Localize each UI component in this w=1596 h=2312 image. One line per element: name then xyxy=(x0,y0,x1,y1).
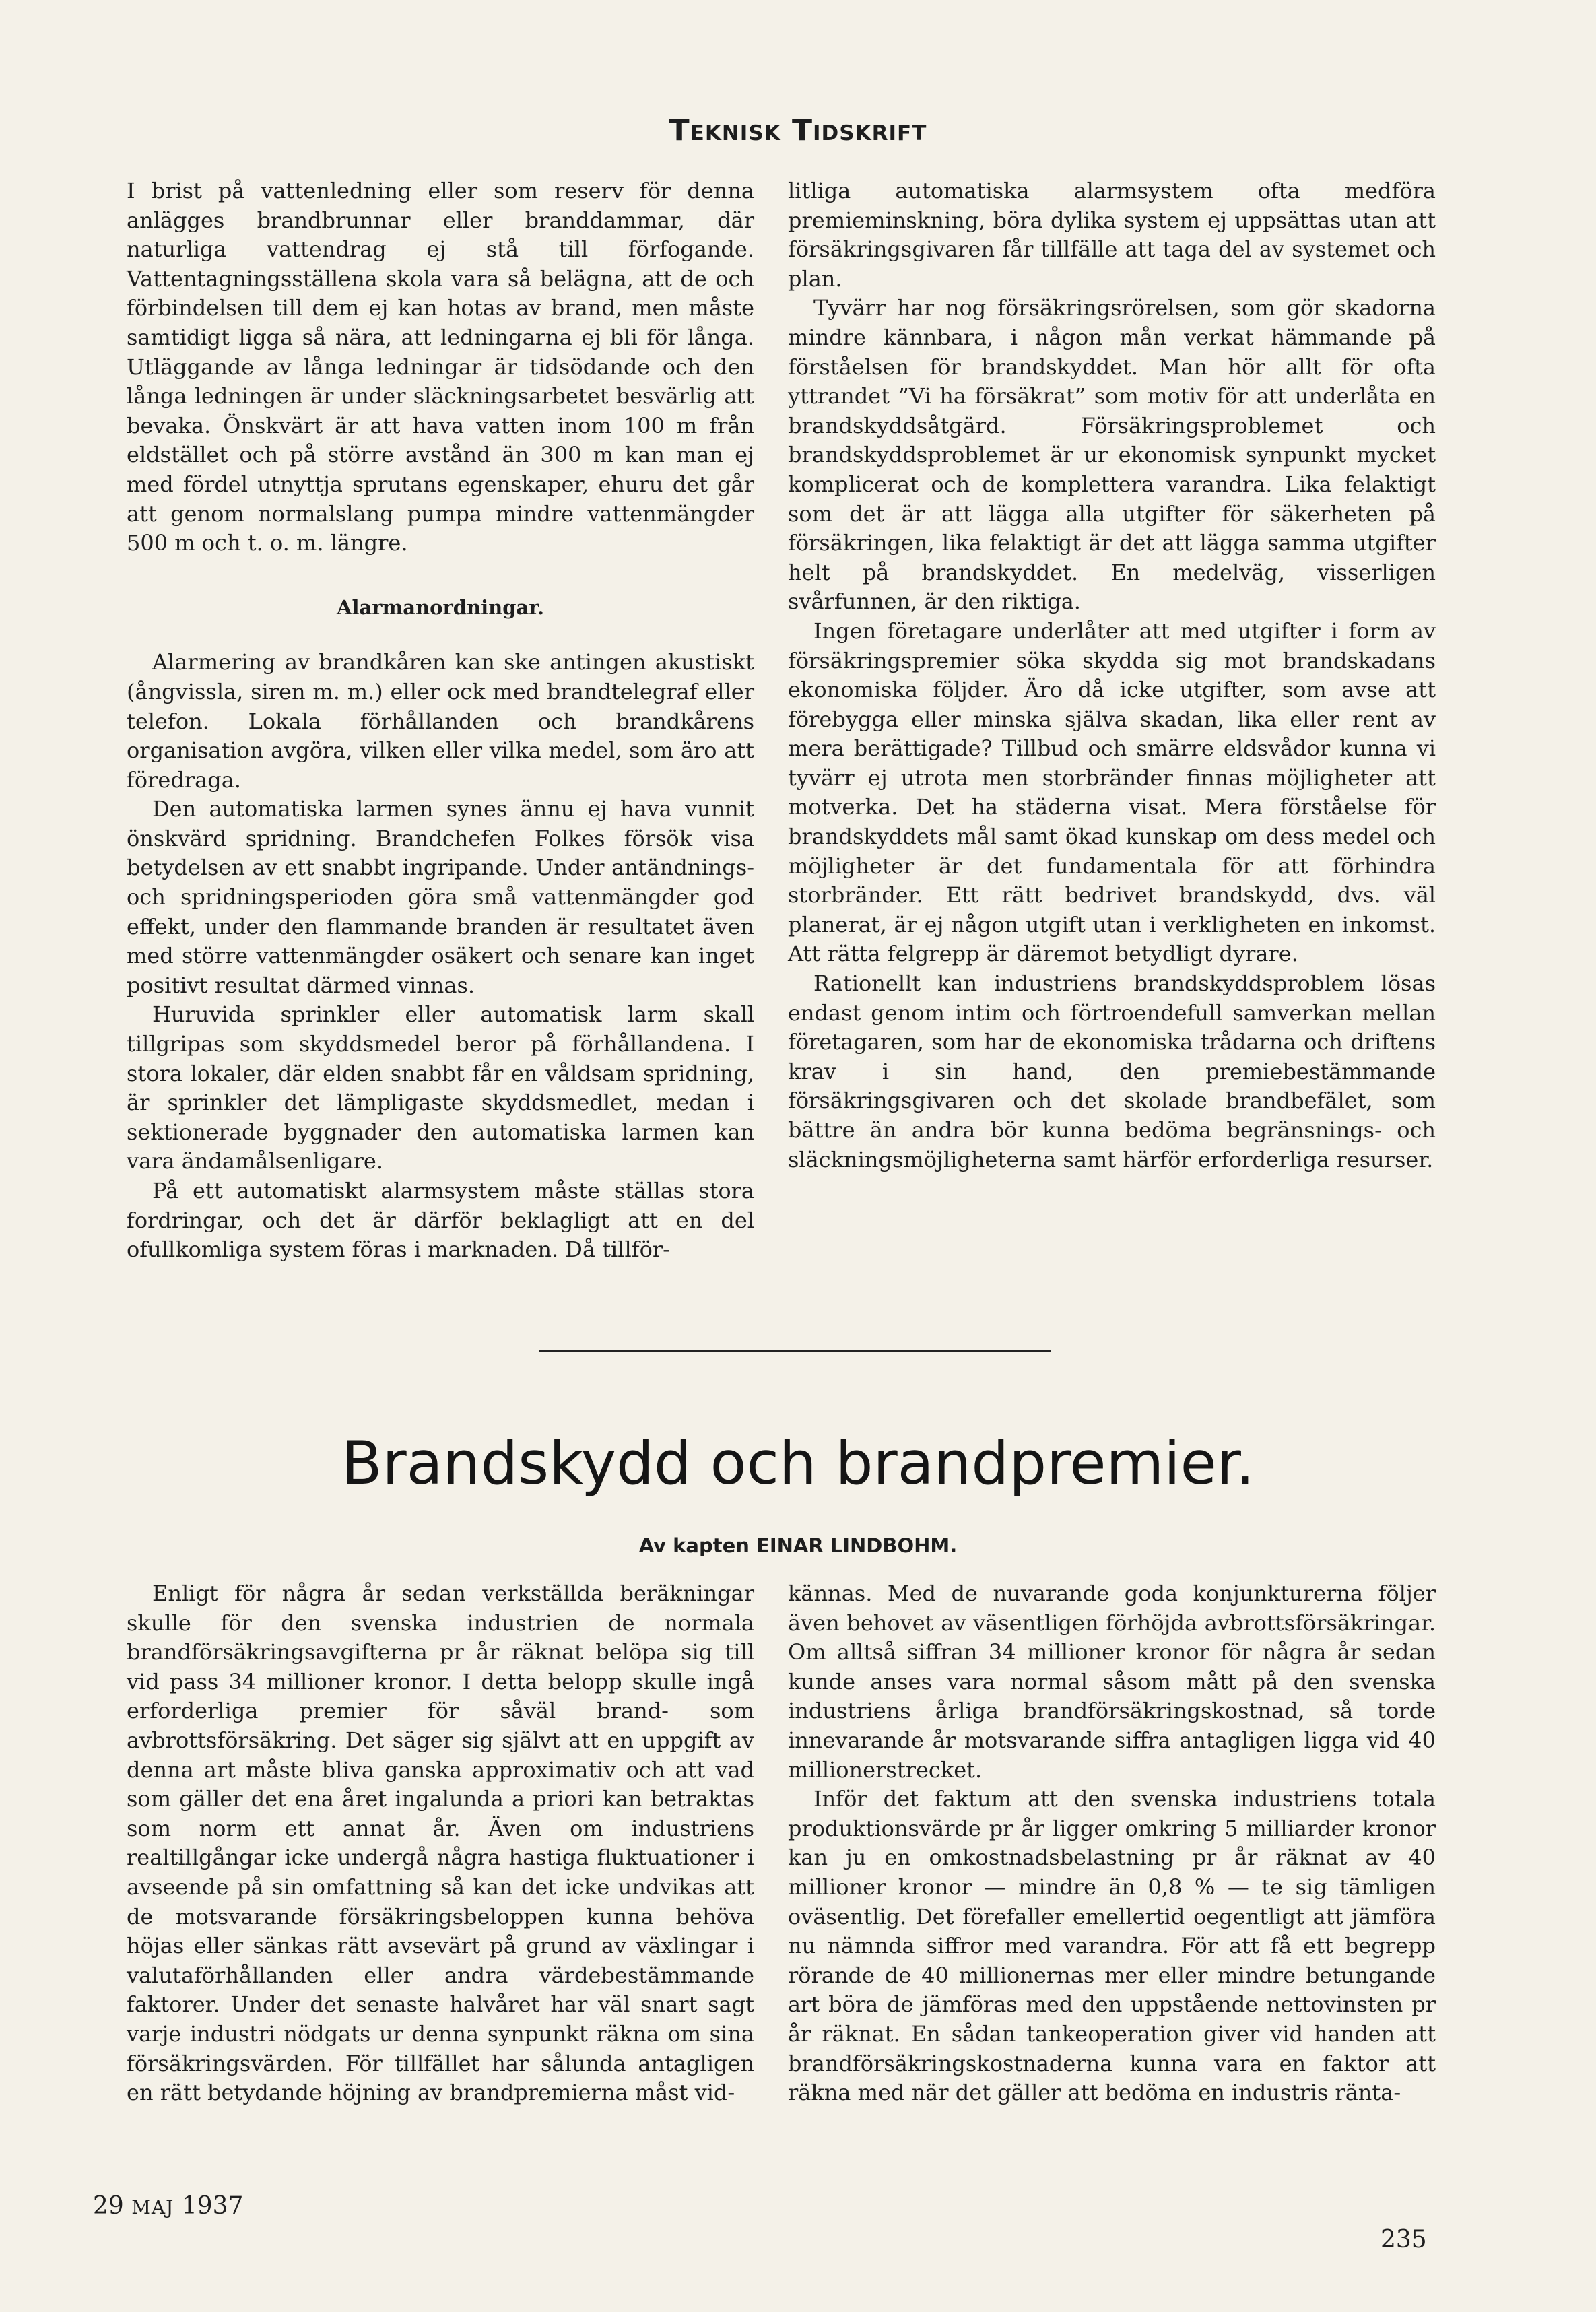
section-heading: Alarmanordningar. xyxy=(336,595,544,619)
paragraph: kännas. Med de nuvarande goda konjunkturerna följer även behovet av väsentligen förhöjda avbrottsförsäkringar. Om alltså siffran 34 millioner kronor för några år sedan kunde anses vara normal såsom mått på den svenska industriens årliga brandförsäkringskostnad, så torde innevarande år motsvarande siffra antagligen ligga vid 40 millionerstrecket. xyxy=(788,1581,1436,1783)
paragraph: Enligt för några år sedan verkställda beräkningar skulle för den svenska industrien de normala brandförsäkringsavgifterna pr år räknat belöpa sig till vid pass 34 millioner kronor. I detta belopp skulle ingå erforderliga premier för såväl brand- som avbrottsförsäkring. Det säger sig självt att en uppgift av denna art måste bliva ganska approximativ och att vad som gäller det ena året ingalunda a priori kan betraktas som norm ett annat år. Även om industriens realtillgångar icke undergå några hastiga fluktuationer i avseende på sin omfattning så kan det icke undvikas att de motsvarande försäkringsbeloppen kunna behöva höjas eller sänkas rätt avsevärt på grund av växlingar i valutaförhållanden eller andra värdebestämmande faktorer. Under det senaste halvåret har väl snart sagt varje industri nödgats ur denna synpunkt räkna om sina försäkringsvärden. För tillfället har sålunda antagligen en rätt betydande höjning av brandpremierna måst vid- xyxy=(127,1581,754,2106)
issue-month: MAJ xyxy=(131,2196,174,2218)
top-left-column xyxy=(127,176,754,1265)
issue-year: 1937 xyxy=(181,2192,244,2220)
article-left-column xyxy=(127,1579,754,2108)
paragraph: Huruvida sprinkler eller automatisk larm skall tillgripas som skyddsmedel beror på förhållandena. I stora lokaler, där elden snabbt får en våldsam spridning, är sprinkler det lämpligaste skyddsmedlet, medan i sektionerade byggnader den automatiska larmen kan vara ändamålsenligare. xyxy=(127,1001,754,1175)
article-right-column xyxy=(788,1579,1436,2108)
issue-day: 29 xyxy=(93,2192,124,2220)
issue-date xyxy=(93,2192,243,2220)
page-number: 235 xyxy=(1381,2226,1427,2253)
paragraph: Den automatiska larmen synes ännu ej hava vunnit önskvärd spridning. Brandchefen Folkes försök visa betydelsen av ett snabbt ingripande. Under antändnings- och spridningsperioden göra små vattenmängder god effekt, under den flammande branden är resultatet även med större vattenmängder osäkert och senare kan inget positivt resultat därmed vinnas. xyxy=(127,796,754,998)
paragraph: Alarmering av brandkåren kan ske antingen akustiskt (ångvissla, siren m. m.) eller ock med brandtelegraf eller telefon. Lokala förhållanden och brandkårens organisation avgöra, vilken eller vilka medel, som äro att föredraga. xyxy=(127,649,754,793)
paragraph: Rationellt kan industriens brandskyddsproblem lösas endast genom intim och förtroendefull samverkan mellan företagaren, som har de ekonomiska trådarna och driftens krav i sin hand, den premiebestämmande försäkringsgivaren och det skolade brandbefälet, som bättre än andra bör kunna bedöma begränsnings- och släckningsmöjligheterna samt härför erforderliga resurser. xyxy=(788,970,1436,1172)
paragraph: På ett automatiskt alarmsystem måste ställas stora fordringar, och det är därför beklagligt att en del ofullkomliga system föras i marknaden. Då tillför- xyxy=(127,1178,754,1263)
section-divider xyxy=(539,1350,1051,1356)
paragraph: I brist på vattenledning eller som reserv för denna anlägges brandbrunnar eller branddammar, där naturliga vattendrag ej stå till förfogande. Vattentagningsställena skola vara så belägna, att de och förbindelsen till dem ej kan hotas av brand, men måste samtidigt ligga så nära, att ledningarna ej bli för långa. Utläggande av långa ledningar är tidsödande och den långa ledningen är under släckningsarbetet besvärlig att bevaka. Önskvärt är att hava vatten inom 100 m från eldstället och på större avstånd än 300 m kan man ej med fördel utnyttja sprutans egenskaper, ehuru det går att genom normalslang pumpa mindre vattenmängder 500 m och t. o. m. längre. xyxy=(127,178,754,556)
article-title: Brandskydd och brandpremier. xyxy=(341,1428,1255,1498)
top-right-column xyxy=(788,176,1436,1175)
paragraph: litliga automatiska alarmsystem ofta medföra premieminskning, böra dylika system ej uppsättas utan att försäkringsgivaren får tillfälle att taga del av systemet och plan. xyxy=(788,178,1436,292)
paragraph: Ingen företagare underlåter att med utgifter i form av försäkringspremier söka skydda sig mot brandskadans ekonomiska följder. Äro då icke utgifter, som avse att förebygga eller minska själva skadan, lika eller rent av mera berättigade? Tillbud och smärre eldsvådor kunna vi tyvärr ej utrota men storbränder finnas möjligheter att motverka. Det ha städerna visat. Mera förståelse för brandskyddets mål samt ökad kunskap om dess medel och möjligheter är det fundamentala för att förhindra storbränder. Ett rätt bedrivet brandskydd, dvs. väl planerat, är ej någon utgift utan i verkligheten en inkomst. Att rätta felgrepp är däremot betydligt dyrare. xyxy=(788,618,1436,967)
article-byline: Av kapten EINAR LINDBOHM. xyxy=(638,1534,958,1557)
paragraph: Tyvärr har nog försäkringsrörelsen, som gör skadorna mindre kännbara, i någon mån verkat hämmande på förståelsen för brandskyddet. Man hör allt för ofta yttrandet ”Vi ha försäkrat” som motiv för att underlåta en brandskyddsåtgärd. Försäkringsproblemet och brandskyddsproblemet är ur ekonomisk synpunkt mycket komplicerat och de komplettera varandra. Lika felaktigt som det är att lägga alla utgifter för säkerheten på försäkringen, lika felaktigt är det att lägga samma utgifter helt på brandskyddet. En medelväg, visserligen svårfunnen, är den riktiga. xyxy=(788,295,1436,615)
paragraph: Inför det faktum att den svenska industriens totala produktionsvärde pr år ligger omkring 5 milliarder kronor kan ju en omkostnadsbelastning pr år räknat av 40 millioner kronor — mindre än 0,8 % — te sig tämligen oväsentlig. Det förefaller emellertid oegentligt att jämföra nu nämnda siffror med varandra. För att få ett begrepp rörande de 40 millionernas mer eller mindre betungande art böra de jämföras med den uppstående nettovinsten pr år räknat. En sådan tankeoperation giver vid handen att brandförsäkringskostnaderna kunna vara en faktor att räkna med när det gäller att bedöma en industris ränta- xyxy=(788,1786,1436,2106)
journal-header: Teknisk Tidskrift xyxy=(669,113,927,147)
